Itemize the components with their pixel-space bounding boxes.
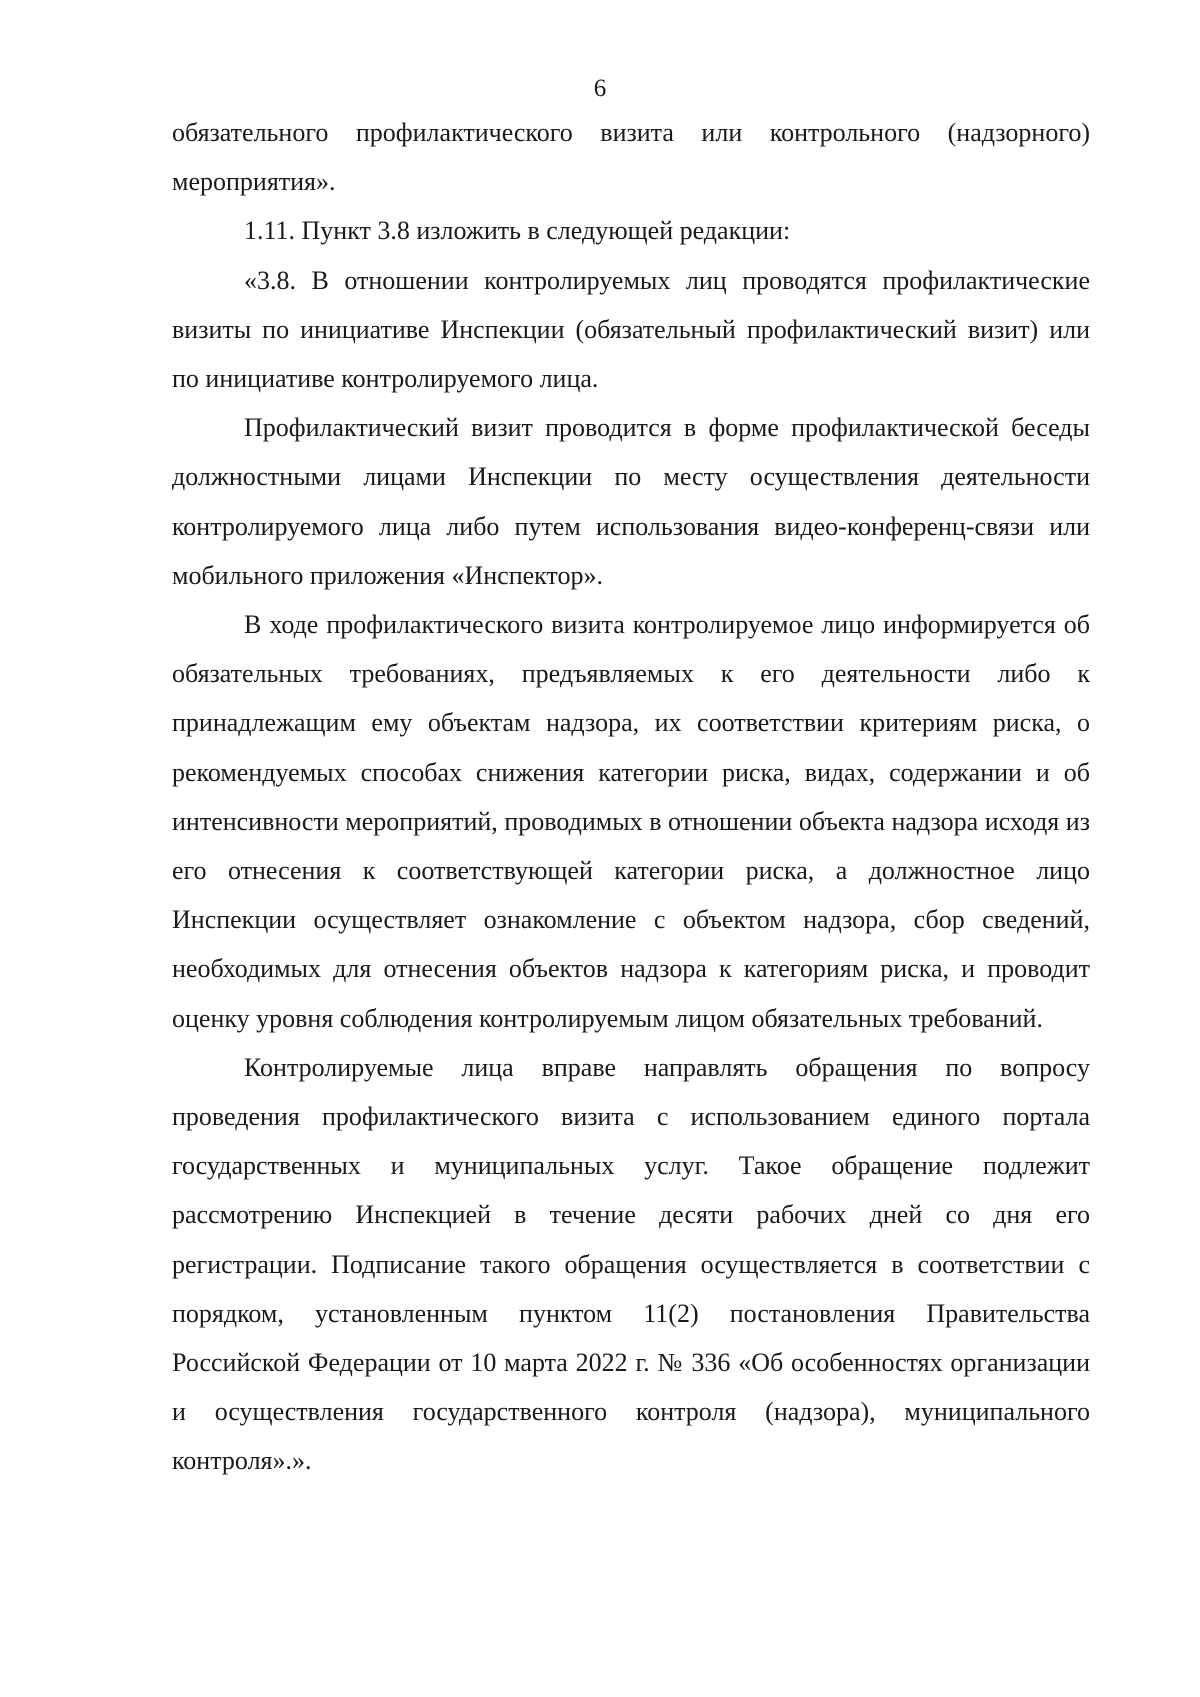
paragraph-4: Профилактический визит проводится в форме профилактической беседы должностными лицами Инспекции по месту осуществления деятельности контролируемого лица либо путем использования видео-конференц-связи или мобильного приложения «Инспектор». [172,413,1090,590]
paragraph-5: В ходе профилактического визита контролируемое лицо информируется об обязательных требованиях, предъявляемых к его деятельности либо к принадлежащим ему объектам надзора, их соответствии критериям риска, о рекомендуемых способах снижения категории риска, видах, содержании и об интенсивности мероприятий, проводимых в отношении объекта надзора исходя из его отнесения к соответствующей категории риска, а должностное лицо Инспекции осуществляет ознакомление с объектом надзора, сбор сведений, необходимых для отнесения объектов надзора к категориям риска, и проводит оценку уровня соблюдения контролируемым лицом обязательных требований. [172,610,1090,1033]
paragraph-3: «3.8. В отношении контролируемых лиц проводятся профилактические визиты по инициативе Инспекции (обязательный профилактический визит) или по инициативе контролируемого лица. [172,265,1090,394]
paragraph-2: 1.11. Пункт 3.8 изложить в следующей редакции: [244,216,791,246]
paragraph-1: обязательного профилактического визита или контрольного (надзорного) мероприятия». [172,118,1090,197]
document-body [172,108,1090,1486]
paragraph-6: Контролируемые лица вправе направлять обращения по вопросу проведения профилактического визита с использованием единого портала государственных и муниципальных услуг. Такое обращение подлежит рассмотрению Инспекцией в течение десяти рабочих дней со дня его регистрации. Подписание такого обращения осуществляется в соответствии с порядком, установленным пунктом 11(2) постановления Правительства Российской Федерации от 10 марта 2022 г. № 336 «Об особенностях организации и осуществления государственного контроля (надзора), муниципального контроля».». [172,1052,1090,1476]
page-number: 6 [593,75,607,102]
